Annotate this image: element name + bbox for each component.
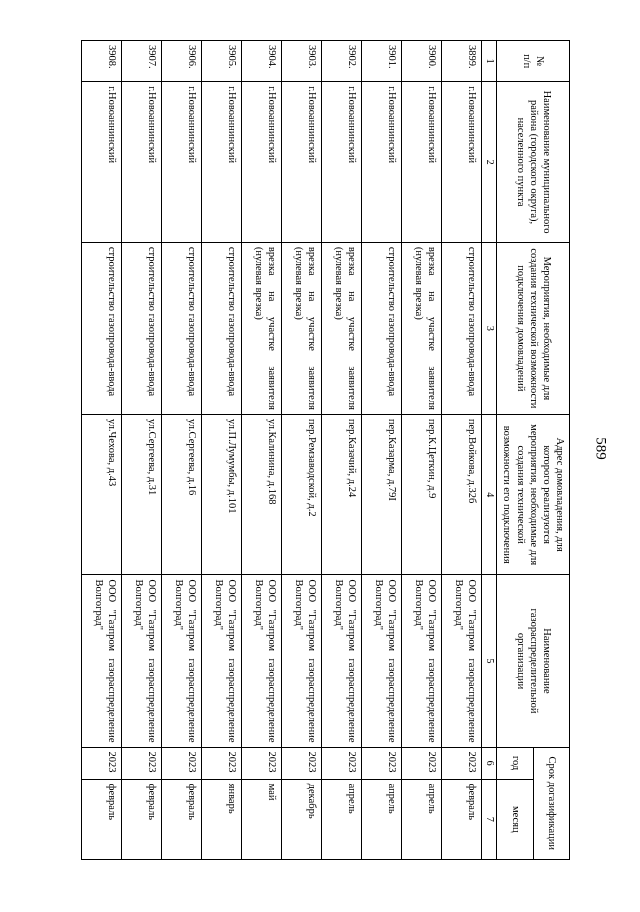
row-number: 3904. [241, 41, 281, 82]
header-number: № п/п [497, 41, 570, 82]
row-organization: ООО "Газпром газораспределение Волгоград" [321, 575, 361, 747]
row-place: г.Новоаннинский [241, 82, 281, 243]
row-measure: строительство газопровода-ввода [441, 242, 481, 414]
row-month: апрель [321, 779, 361, 859]
row-organization: ООО "Газпром газораспределение Волгоград" [241, 575, 281, 747]
row-month: февраль [441, 779, 481, 859]
table-row [441, 41, 481, 860]
column-number-row [481, 41, 497, 860]
header-place: Наименование муниципального района (городского округа), населенного пункта [497, 82, 570, 243]
row-month: апрель [401, 779, 441, 859]
row-year: 2023 [281, 747, 321, 779]
row-month: декабрь [281, 779, 321, 859]
table-row [121, 41, 161, 860]
row-place: г.Новоаннинский [201, 82, 241, 243]
row-place: г.Новоаннинский [281, 82, 321, 243]
row-place: г.Новоаннинский [81, 82, 121, 243]
col-number: 3 [481, 242, 497, 414]
row-measure: строительство газопровода-ввода [121, 242, 161, 414]
header-organization: Наименование газораспределительной организации [497, 575, 570, 747]
row-year: 2023 [81, 747, 121, 779]
col-number: 5 [481, 575, 497, 747]
row-number: 3907. [121, 41, 161, 82]
table-row [81, 41, 121, 860]
col-number: 2 [481, 82, 497, 243]
page-number: 589 [592, 437, 609, 460]
col-number: 1 [481, 41, 497, 82]
row-number: 3906. [161, 41, 201, 82]
row-organization: ООО "Газпром газораспределение Волгоград" [361, 575, 401, 747]
row-year: 2023 [441, 747, 481, 779]
row-address: пер.Казарма, д.79I [361, 414, 401, 575]
row-organization: ООО "Газпром газораспределение Волгоград" [281, 575, 321, 747]
row-place: г.Новоаннинский [321, 82, 361, 243]
row-year: 2023 [401, 747, 441, 779]
row-year: 2023 [201, 747, 241, 779]
row-place: г.Новоаннинский [361, 82, 401, 243]
row-address: ул.Сергеева, д.16 [161, 414, 201, 575]
row-measure: врезка на участке заявителя (нулевая врезка) [241, 242, 281, 414]
header-month: месяц [497, 779, 533, 859]
row-place: г.Новоаннинский [121, 82, 161, 243]
row-year: 2023 [121, 747, 161, 779]
row-number: 3901. [361, 41, 401, 82]
row-number: 3908. [81, 41, 121, 82]
row-address: ул.Чехова, д.43 [81, 414, 121, 575]
document-sheet [80, 40, 570, 860]
row-measure: врезка на участке заявителя (нулевая врезка) [281, 242, 321, 414]
col-number: 6 [481, 747, 497, 779]
row-organization: ООО "Газпром газораспределение Волгоград" [441, 575, 481, 747]
row-address: ул.П.Лумумбы, д.101 [201, 414, 241, 575]
col-number: 7 [481, 779, 497, 859]
row-measure: строительство газопровода-ввода [201, 242, 241, 414]
row-address: пер.Ремзаводской, д.2 [281, 414, 321, 575]
col-number: 4 [481, 414, 497, 575]
row-number: 3900. [401, 41, 441, 82]
row-year: 2023 [161, 747, 201, 779]
table-row [401, 41, 441, 860]
row-organization: ООО "Газпром газораспределение Волгоград" [161, 575, 201, 747]
row-year: 2023 [361, 747, 401, 779]
row-organization: ООО "Газпром газораспределение Волгоград" [121, 575, 161, 747]
row-address: ул.Калинина, д.168 [241, 414, 281, 575]
row-address: ул.Сергеева, д.31 [121, 414, 161, 575]
row-month: февраль [121, 779, 161, 859]
row-address: пер.Войкова, д.32б [441, 414, 481, 575]
header-address: Адрес домовладения, для которого реализуются мероприятия, необходимые для создания технической возможности его подключения [497, 414, 570, 575]
header-year: год [497, 747, 533, 779]
row-measure: врезка на участке заявителя (нулевая врезка) [401, 242, 441, 414]
table-row [241, 41, 281, 860]
table-row [361, 41, 401, 860]
row-month: январь [201, 779, 241, 859]
row-month: февраль [81, 779, 121, 859]
row-place: г.Новоаннинский [401, 82, 441, 243]
row-place: г.Новоаннинский [161, 82, 201, 243]
row-month: май [241, 779, 281, 859]
gasification-table [81, 40, 570, 860]
row-number: 3905. [201, 41, 241, 82]
row-organization: ООО "Газпром газораспределение Волгоград" [201, 575, 241, 747]
header-measure: Мероприятия, необходимые для создания технической возможности подключения домовладений [497, 242, 570, 414]
row-year: 2023 [321, 747, 361, 779]
row-address: пер.К.Цеткин, д.9 [401, 414, 441, 575]
row-organization: ООО "Газпром газораспределение Волгоград" [401, 575, 441, 747]
row-measure: строительство газопровода-ввода [361, 242, 401, 414]
row-month: февраль [161, 779, 201, 859]
row-number: 3899. [441, 41, 481, 82]
header-term: Срок догазификации [533, 747, 569, 859]
table-row [161, 41, 201, 860]
row-place: г.Новоаннинский [441, 82, 481, 243]
row-address: пер.Казачий, д.24 [321, 414, 361, 575]
row-year: 2023 [241, 747, 281, 779]
row-measure: врезка на участке заявителя (нулевая врезка) [321, 242, 361, 414]
row-month: апрель [361, 779, 401, 859]
row-measure: строительство газопровода-ввода [81, 242, 121, 414]
table-row [201, 41, 241, 860]
row-number: 3902. [321, 41, 361, 82]
row-number: 3903. [281, 41, 321, 82]
table-row [281, 41, 321, 860]
row-organization: ООО "Газпром газораспределение Волгоград" [81, 575, 121, 747]
header-row [533, 41, 569, 860]
row-measure: строительство газопровода-ввода [161, 242, 201, 414]
table-row [321, 41, 361, 860]
